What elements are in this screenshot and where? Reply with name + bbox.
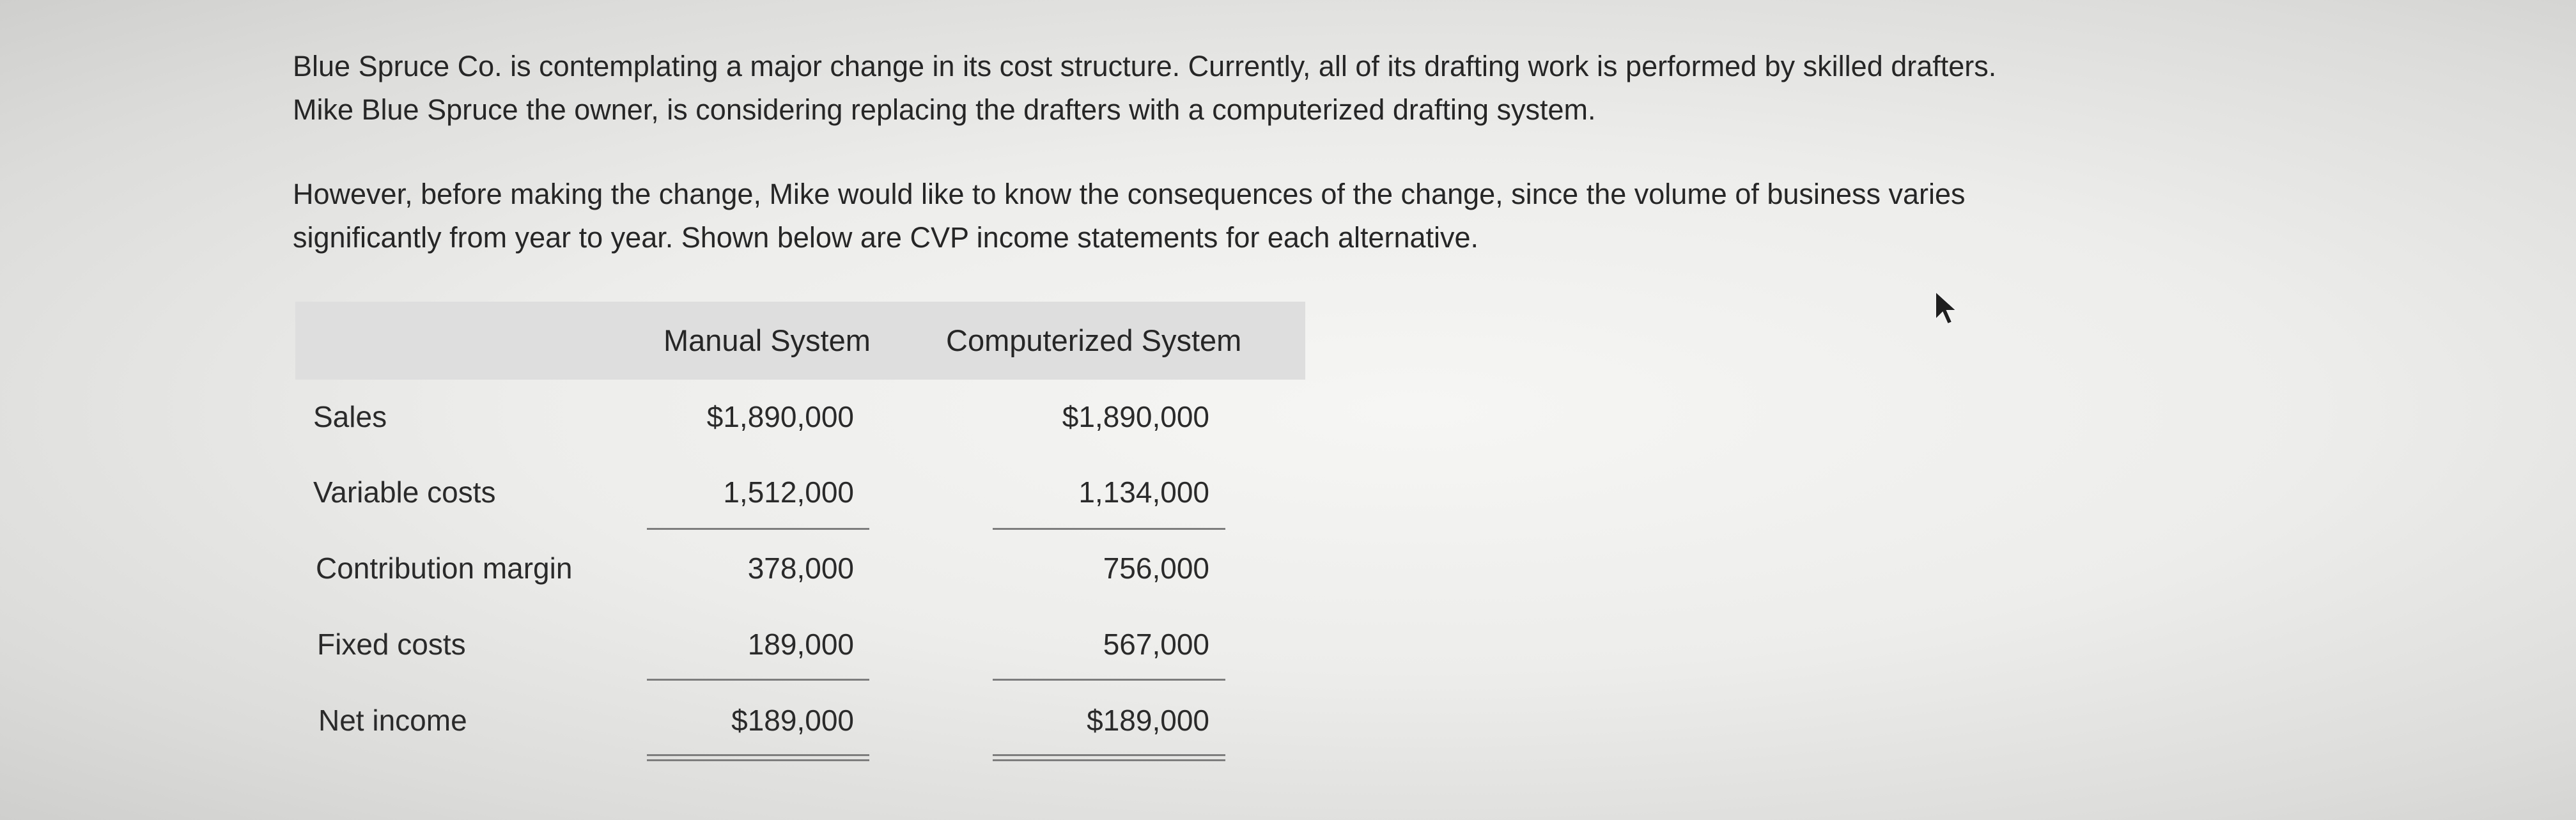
total-double-rule-computerized-top: [993, 754, 1225, 756]
cell-sales-computerized: $1,890,000: [1062, 400, 1209, 433]
context-line-1: However, before making the change, Mike would like to know the consequences of the change, since the volume of business varies: [293, 178, 1966, 210]
subtotal-rule-manual-2: [647, 679, 869, 681]
cell-net-income-manual: $189,000: [731, 704, 854, 737]
column-header-manual: Manual System: [663, 323, 871, 357]
cell-contribution-margin-manual: 378,000: [747, 552, 854, 585]
cell-fixed-costs-manual: 189,000: [747, 628, 854, 661]
total-double-rule-manual-top: [647, 754, 869, 756]
cell-fixed-costs-computerized: 567,000: [1103, 628, 1209, 661]
row-label-variable-costs: Variable costs: [313, 476, 496, 509]
mouse-pointer-icon: [1930, 289, 1962, 327]
row-label-sales: Sales: [313, 400, 387, 433]
cell-net-income-computerized: $189,000: [1087, 704, 1209, 737]
context-line-2: significantly from year to year. Shown below are CVP income statements for each alternative.: [293, 221, 1479, 254]
cell-contribution-margin-computerized: 756,000: [1103, 552, 1209, 585]
cell-variable-costs-manual: 1,512,000: [723, 476, 854, 509]
total-double-rule-manual-bottom: [647, 759, 869, 761]
column-header-computerized: Computerized System: [946, 323, 1242, 357]
cell-variable-costs-computerized: 1,134,000: [1078, 476, 1209, 509]
subtotal-rule-computerized-2: [993, 679, 1225, 681]
row-label-contribution-margin: Contribution margin: [316, 552, 573, 585]
intro-line-2: Mike Blue Spruce the owner, is considering replacing the drafters with a computerized drafting system.: [293, 93, 1596, 126]
subtotal-rule-manual: [647, 528, 869, 530]
subtotal-rule-computerized: [993, 528, 1225, 530]
row-label-fixed-costs: Fixed costs: [317, 628, 466, 661]
total-double-rule-computerized-bottom: [993, 759, 1225, 761]
context-paragraph: [293, 173, 2146, 259]
cell-sales-manual: $1,890,000: [706, 400, 854, 433]
intro-line-1: Blue Spruce Co. is contemplating a major change in its cost structure. Currently, all of its drafting work is performed by skilled drafters.: [293, 50, 1997, 82]
intro-paragraph: [293, 45, 2146, 132]
row-label-net-income: Net income: [318, 704, 467, 737]
